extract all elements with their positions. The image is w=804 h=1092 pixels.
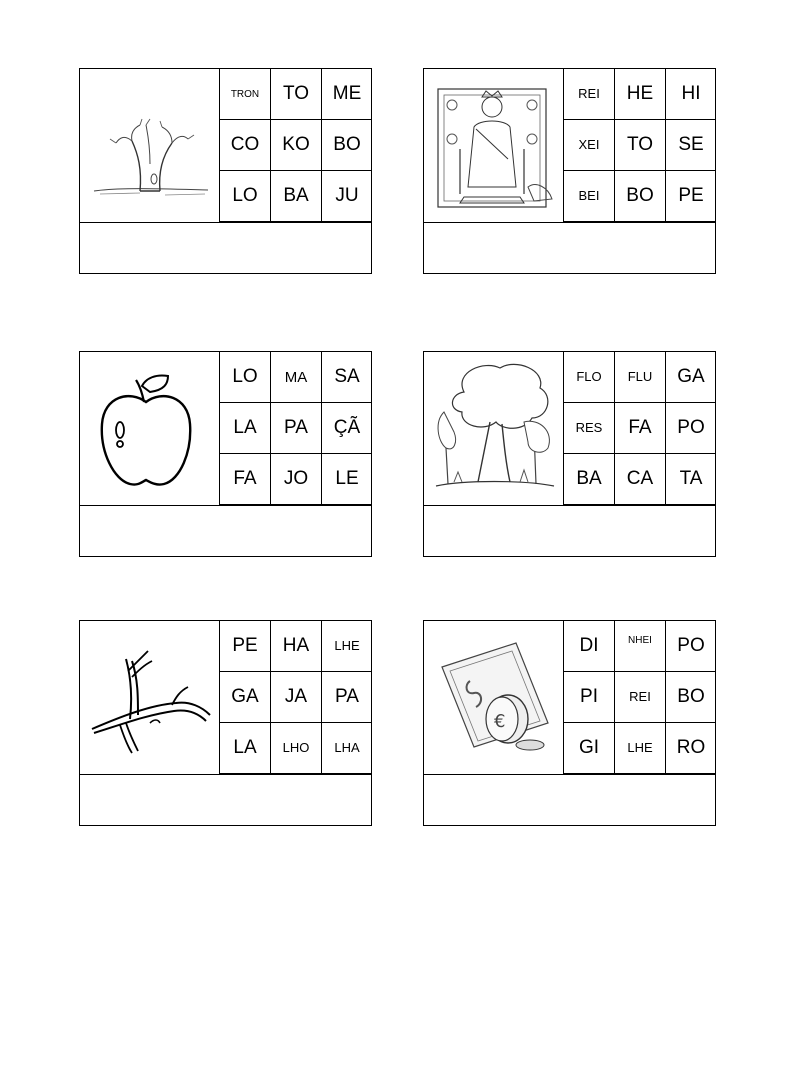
king-icon [424, 69, 563, 222]
syllable-cell: GI [564, 723, 615, 774]
syllable-cell: RO [666, 723, 716, 774]
syllable-cell: BO [322, 120, 372, 171]
syllable-cell: SA [322, 352, 372, 403]
branch-icon [80, 621, 219, 774]
syllable-grid [564, 621, 716, 774]
syllable-cell: TO [615, 120, 666, 171]
syllable-cell: BO [615, 171, 666, 222]
syllable-cell: LO [220, 352, 271, 403]
syllable-cell: REI [615, 672, 666, 723]
syllable-cell: LHO [271, 723, 322, 774]
syllable-cell: ÇÃ [322, 403, 372, 454]
syllable-cell: XEI [564, 120, 615, 171]
syllable-cell: JU [322, 171, 372, 222]
syllable-cell: LHE [615, 723, 666, 774]
syllable-cell: TA [666, 454, 716, 505]
picture-box [80, 621, 220, 774]
syllable-cell: BA [271, 171, 322, 222]
syllable-card-4 [423, 351, 716, 557]
picture-box [424, 621, 564, 774]
syllable-grid [564, 352, 716, 505]
syllable-cell: PO [666, 621, 716, 672]
syllable-cell: PA [271, 403, 322, 454]
apple-icon [80, 352, 219, 505]
syllable-card-5 [79, 620, 372, 826]
syllable-grid [564, 69, 716, 222]
syllable-cell: TRON [220, 69, 271, 120]
syllable-cell: JO [271, 454, 322, 505]
syllable-cell: BA [564, 454, 615, 505]
syllable-cell: PE [666, 171, 716, 222]
syllable-cell: GA [666, 352, 716, 403]
syllable-cell: PE [220, 621, 271, 672]
syllable-cell: JA [271, 672, 322, 723]
syllable-cell: NHEI [615, 621, 666, 672]
syllable-grid [220, 69, 372, 222]
svg-text:€: € [494, 711, 506, 732]
syllable-cell: TO [271, 69, 322, 120]
money-icon [424, 621, 563, 774]
syllable-cell: FA [615, 403, 666, 454]
syllable-cell: LA [220, 403, 271, 454]
syllable-cell: LO [220, 171, 271, 222]
forest-icon [424, 352, 563, 505]
syllable-cell: FLO [564, 352, 615, 403]
answer-box[interactable] [424, 505, 715, 556]
syllable-cell: FLU [615, 352, 666, 403]
syllable-cell: HI [666, 69, 716, 120]
syllable-grid [220, 621, 372, 774]
syllable-cell: FA [220, 454, 271, 505]
answer-box[interactable] [424, 222, 715, 273]
syllable-cell: DI [564, 621, 615, 672]
picture-box [424, 69, 564, 222]
syllable-cell: GA [220, 672, 271, 723]
syllable-cell: CO [220, 120, 271, 171]
syllable-card-3 [79, 351, 372, 557]
syllable-grid [220, 352, 372, 505]
picture-box [424, 352, 564, 505]
syllable-cell: LHE [322, 621, 372, 672]
tree-icon [80, 69, 219, 222]
syllable-cell: MA [271, 352, 322, 403]
syllable-cell: LA [220, 723, 271, 774]
picture-box [80, 69, 220, 222]
picture-box [80, 352, 220, 505]
answer-box[interactable] [424, 774, 715, 825]
syllable-cell: CA [615, 454, 666, 505]
syllable-cell: KO [271, 120, 322, 171]
syllable-cell: RES [564, 403, 615, 454]
syllable-cell: HA [271, 621, 322, 672]
answer-box[interactable] [80, 774, 371, 825]
syllable-cell: HE [615, 69, 666, 120]
syllable-cell: BEI [564, 171, 615, 222]
syllable-cell: REI [564, 69, 615, 120]
syllable-card-6 [423, 620, 716, 826]
syllable-cell: LE [322, 454, 372, 505]
syllable-card-1 [79, 68, 372, 274]
syllable-cell: ME [322, 69, 372, 120]
syllable-cell: BO [666, 672, 716, 723]
syllable-cell: SE [666, 120, 716, 171]
syllable-card-2 [423, 68, 716, 274]
answer-box[interactable] [80, 505, 371, 556]
answer-box[interactable] [80, 222, 371, 273]
syllable-cell: PO [666, 403, 716, 454]
syllable-cell: PI [564, 672, 615, 723]
syllable-cell: LHA [322, 723, 372, 774]
syllable-cell: PA [322, 672, 372, 723]
